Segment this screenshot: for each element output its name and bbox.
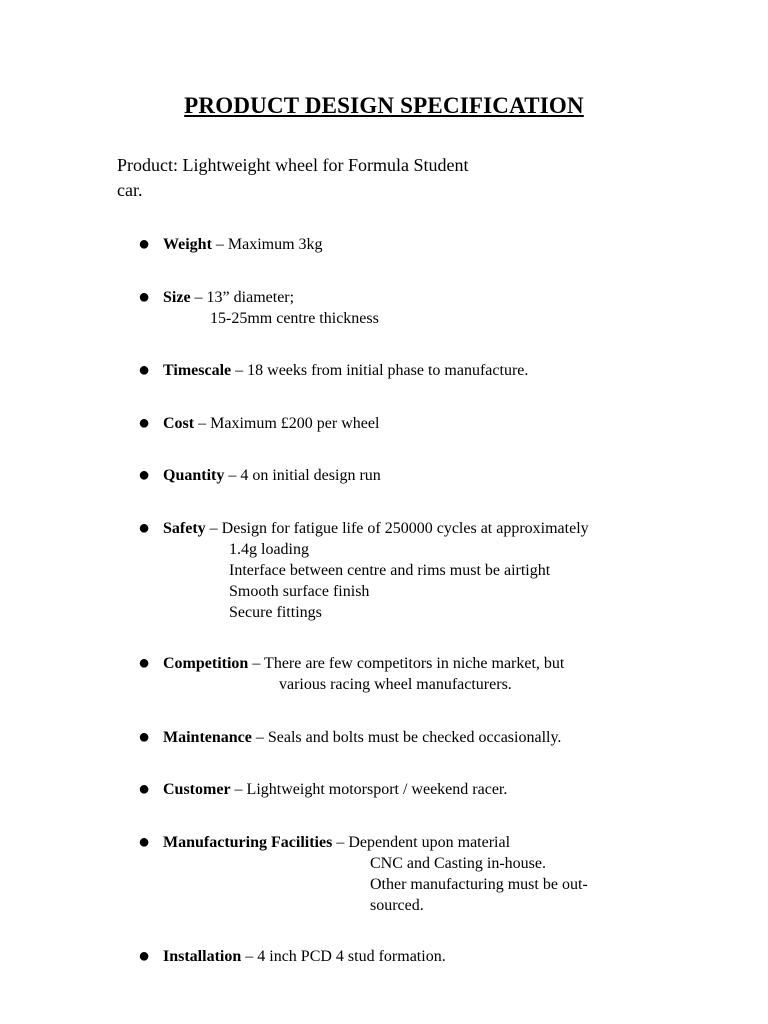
bullet-icon: ● [138,286,151,308]
spec-subline: 15-25mm centre thickness [210,310,379,327]
spec-text: – 13” diameter; [190,289,295,306]
spec-subline: Secure fittings [229,604,322,621]
spec-label: Safety [163,520,206,537]
spec-text: – Design for fatigue life of 250000 cycles at approximately [205,520,589,537]
page-title: PRODUCT DESIGN SPECIFICATION [184,93,584,118]
spec-label: Customer [163,781,231,798]
spec-item-quantity [138,465,381,486]
spec-item-maintenance [138,727,561,748]
product-description [117,153,537,203]
spec-text: – 4 inch PCD 4 stud formation. [241,948,446,965]
spec-text: – 4 on initial design run [224,467,381,484]
spec-item-size [138,287,379,329]
spec-label: Size [163,289,191,306]
spec-label: Quantity [163,467,225,484]
spec-text: – 18 weeks from initial phase to manufacture. [231,362,529,379]
spec-item-installation [138,946,446,967]
spec-label: Manufacturing Facilities [163,834,333,851]
spec-text: – Lightweight motorsport / weekend racer. [230,781,508,798]
bullet-icon: ● [138,359,151,381]
product-line-2: car. [117,180,143,200]
spec-subline: Other manufacturing must be out- [370,876,588,893]
bullet-icon: ● [138,945,151,967]
spec-item-timescale [138,360,528,381]
spec-subline: CNC and Casting in-house. [370,855,546,872]
spec-label: Timescale [163,362,232,379]
spec-item-competition [138,653,564,695]
spec-subline: various racing wheel manufacturers. [279,676,512,693]
spec-item-safety [138,518,589,623]
spec-subline: sourced. [370,897,424,914]
spec-item-weight [138,234,323,255]
spec-text: – Maximum 3kg [211,236,323,253]
bullet-icon: ● [138,517,151,539]
spec-text: – Seals and bolts must be checked occasionally. [251,729,562,746]
spec-item-manufacturing-facilities [138,832,588,916]
spec-item-customer [138,779,507,800]
bullet-icon: ● [138,726,151,748]
bullet-icon: ● [138,412,151,434]
spec-subline: 1.4g loading [229,541,309,558]
bullet-icon: ● [138,652,151,674]
bullet-icon: ● [138,233,151,255]
product-line-1: Product: Lightweight wheel for Formula Student [117,155,469,175]
spec-label: Competition [163,655,249,672]
spec-item-cost [138,413,379,434]
spec-text: – Dependent upon material [332,834,511,851]
spec-subline: Interface between centre and rims must be airtight [229,562,551,579]
spec-label: Maintenance [163,729,252,746]
spec-text: – Maximum £200 per wheel [194,415,380,432]
spec-label: Installation [163,948,242,965]
spec-text: – There are few competitors in niche market, but [248,655,565,672]
bullet-icon: ● [138,831,151,853]
spec-label: Cost [163,415,195,432]
bullet-icon: ● [138,778,151,800]
bullet-icon: ● [138,464,151,486]
spec-subline: Smooth surface finish [229,583,370,600]
spec-label: Weight [163,236,212,253]
